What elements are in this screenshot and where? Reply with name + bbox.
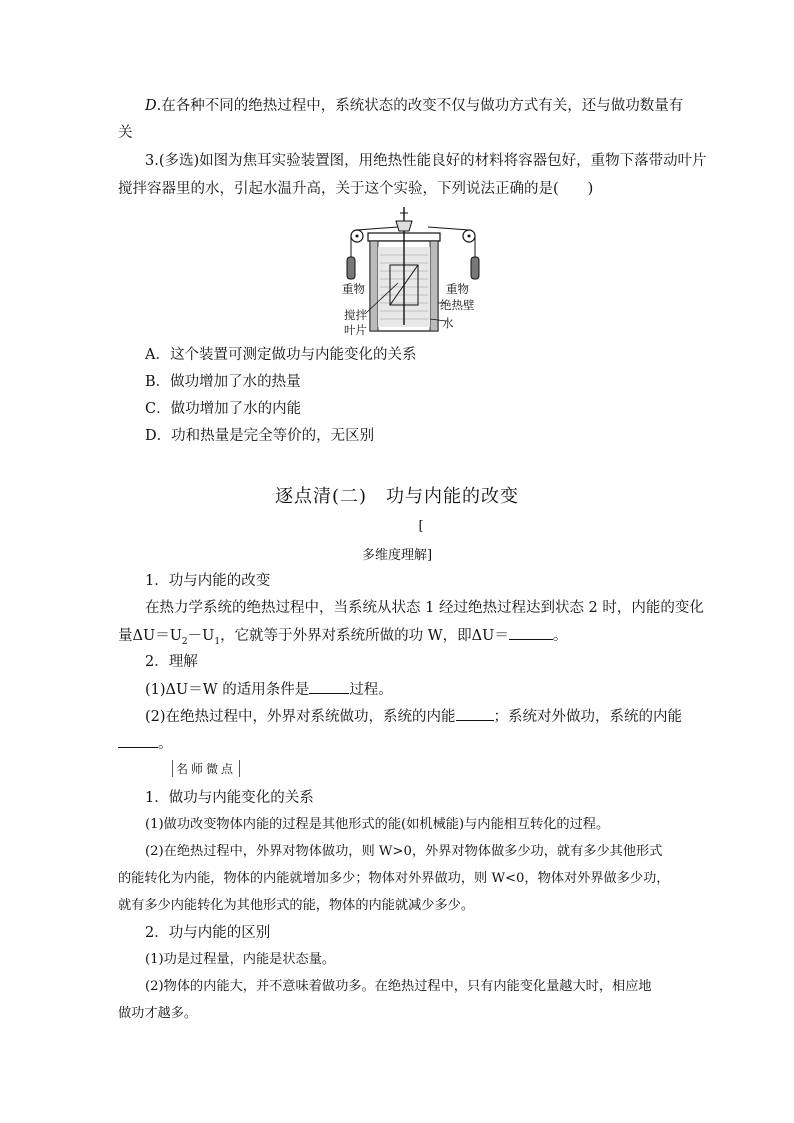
joule-apparatus-figure — [338, 205, 488, 339]
text-part: (2)在绝热过程中，外界对系统做功，系统的内能 — [145, 709, 456, 725]
point-1-heading: 1．功与内能的改变 — [145, 573, 271, 589]
subscript: 1 — [214, 636, 221, 647]
tip-1-line-1: (1)做功改变物体内能的过程是其他形式的能(如机械能)与内能相互转化的过程。 — [145, 817, 610, 832]
point-1-line-2 — [118, 625, 567, 646]
question-3-stem-cont: 搅拌容器里的水，引起水温升高，关于这个实验，下列说法正确的是( ) — [118, 181, 594, 197]
tip-1-line-2: (2)在绝热过程中，外界对物体做功，则 W>0，外界对物体做多少功，就有多少其他形式 — [145, 844, 663, 859]
point-2-line-2 — [145, 706, 682, 727]
punct: 。 — [158, 736, 173, 752]
text-part: 过程。 — [349, 682, 393, 698]
answer-blank[interactable] — [509, 625, 553, 640]
formula-part: 量ΔU＝U — [118, 628, 182, 644]
option-b: B．做功增加了水的热量 — [145, 374, 301, 390]
label-weight-right: 重物 — [446, 282, 469, 296]
section-bracket: [ — [418, 519, 424, 534]
label-weight-left: 重物 — [342, 282, 365, 296]
question-3-stem: 3.(多选)如图为焦耳实验装置图，用绝热性能良好的材料将容器包好，重物下落带动叶片 — [145, 153, 707, 169]
tip-2-heading: 2．功与内能的区别 — [145, 925, 271, 941]
teacher-tips-tag: 名师微点 — [172, 760, 240, 777]
option-c: C．做功增加了水的内能 — [145, 401, 302, 417]
text-part: ；系统对外做功，系统的内能 — [493, 709, 683, 725]
point-2-line-3 — [118, 733, 173, 754]
text-part: (1)ΔU＝W 的适用条件是 — [145, 682, 310, 698]
section-title: 逐点清(二) 功与内能的改变 — [274, 486, 520, 507]
tip-1-heading: 1．做功与内能变化的关系 — [145, 790, 314, 806]
tip-1-line-4: 就有多少内能转化为其他形式的能，物体的内能就减少多少。 — [118, 898, 475, 913]
label-paddle-2: 叶片 — [344, 323, 367, 337]
label-paddle-1: 搅拌 — [344, 308, 367, 322]
subscript: 2 — [181, 636, 188, 647]
tip-2-line-1: (1)功是过程量，内能是状态量。 — [145, 952, 336, 967]
point-2-line-1 — [145, 679, 393, 700]
formula-part: －U — [187, 628, 215, 644]
tip-2-line-3: 做功才越多。 — [118, 1006, 198, 1021]
option-a: A．这个装置可测定做功与内能变化的关系 — [145, 347, 417, 363]
section-subtitle: 多维度理解] — [361, 548, 433, 563]
answer-blank[interactable] — [456, 706, 494, 721]
answer-blank[interactable] — [309, 679, 349, 694]
answer-blank[interactable] — [118, 733, 158, 748]
formula-part: ，它就等于外界对系统所做的功 W，即ΔU＝ — [220, 628, 509, 644]
option-d-prev-cont: 关 — [118, 125, 133, 141]
label-water: 水 — [442, 316, 454, 330]
punct: 。 — [552, 628, 568, 644]
tip-1-line-3: 的能转化为内能，物体的内能就增加多少；物体对外界做功，则 W<0，物体对外界做多少功， — [118, 871, 670, 886]
label-insulating-wall: 绝热壁 — [440, 298, 475, 312]
option-text: .在各种不同的绝热过程中，系统状态的改变不仅与做功方式有关，还与做功数量有 — [156, 98, 684, 114]
tip-2-line-2: (2)物体的内能大，并不意味着做功多。在绝热过程中，只有内能变化量越大时，相应地 — [145, 979, 652, 994]
option-letter: D — [145, 98, 157, 114]
point-2-heading: 2．理解 — [145, 654, 198, 670]
option-d-prev — [145, 96, 683, 116]
point-1-line-1: 在热力学系统的绝热过程中，当系统从状态 1 经过绝热过程达到状态 2 时，内能的变化 — [145, 600, 704, 616]
option-d: D．功和热量是完全等价的，无区别 — [145, 428, 375, 444]
